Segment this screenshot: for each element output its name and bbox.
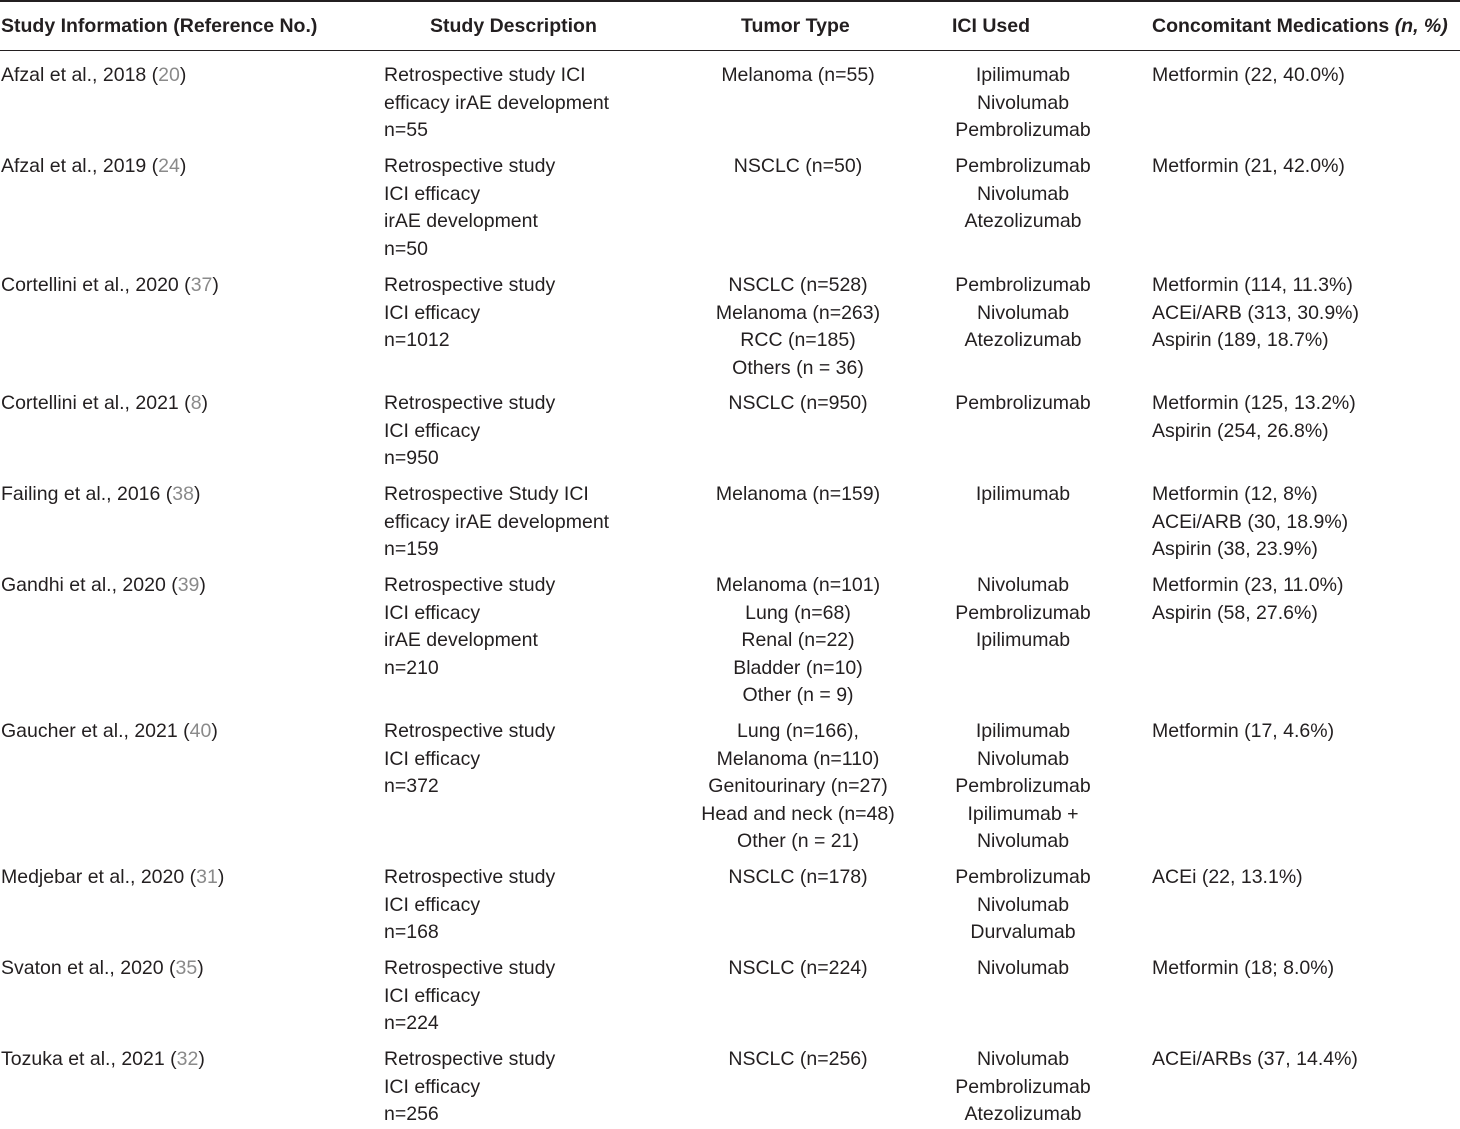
description-cell-line: Retrospective Study ICI <box>384 483 589 505</box>
tumor-type-cell <box>668 864 928 892</box>
tumor-type-cell-line: Bladder (n=10) <box>733 656 863 679</box>
description-cell <box>384 153 555 263</box>
tumor-type-cell-line: NSCLC (n=528) <box>728 274 868 296</box>
tumor-type-cell-line: NSCLC (n=224) <box>728 957 868 979</box>
header-tumor: Tumor Type <box>741 15 850 37</box>
ici-used-cell <box>900 272 1146 355</box>
description-cell <box>384 718 555 801</box>
tumor-type-cell <box>668 481 928 509</box>
ici-used-cell <box>900 153 1146 236</box>
ici-used-cell-line: Durvalumab <box>970 921 1076 943</box>
tumor-type-cell-line: Melanoma (n=101) <box>715 574 881 596</box>
medications-cell-line: Aspirin (189, 18.7%) <box>1152 329 1329 351</box>
ici-used-cell-line: Pembrolizumab <box>955 601 1091 624</box>
description-cell-line: ICI efficacy <box>384 601 481 624</box>
description-cell-line: n=1012 <box>384 329 450 351</box>
ici-used-cell-line: Atezolizumab <box>964 329 1082 351</box>
study-name: Failing et al., 2016 ( <box>1 483 173 505</box>
study-name: Afzal et al., 2018 ( <box>1 64 159 86</box>
medications-cell <box>1152 62 1345 90</box>
medications-cell-line: Metformin (22, 40.0%) <box>1152 64 1345 86</box>
tumor-type-cell <box>668 572 928 710</box>
description-cell-line: ICI efficacy <box>384 1075 481 1098</box>
medications-cell <box>1152 481 1348 564</box>
medications-cell-line: Metformin (12, 8%) <box>1152 483 1318 505</box>
study-name: Cortellini et al., 2021 ( <box>1 392 191 414</box>
reference-link[interactable]: 32 <box>176 1048 199 1070</box>
tumor-type-cell-line: Genitourinary (n=27) <box>708 775 888 797</box>
table-top-rule <box>0 0 1460 2</box>
tumor-type-cell <box>668 62 928 90</box>
medications-cell <box>1152 718 1334 746</box>
ici-used-cell-line: Nivolumab <box>976 182 1070 205</box>
description-cell <box>384 572 555 682</box>
description-cell-line: n=950 <box>384 447 439 469</box>
reference-link[interactable]: 24 <box>158 155 180 177</box>
medications-cell <box>1152 272 1359 355</box>
description-cell-line: efficacy irAE development <box>384 510 610 533</box>
description-cell-line: Retrospective study <box>384 274 556 296</box>
ici-used-cell-line: Nivolumab <box>976 830 1070 852</box>
study-cell: Gandhi et al., 2020 (39) <box>1 574 206 596</box>
header-study: Study Information (Reference No.) <box>1 15 318 37</box>
medications-cell-line: Metformin (21, 42.0%) <box>1152 155 1345 177</box>
study-cell: Failing et al., 2016 (38) <box>1 483 201 505</box>
study-cell: Tozuka et al., 2021 (32) <box>1 1048 205 1070</box>
ici-used-cell <box>900 572 1146 655</box>
description-cell-line: n=55 <box>384 119 428 141</box>
tumor-type-cell-line: NSCLC (n=178) <box>728 866 868 888</box>
ici-used-cell <box>900 1046 1146 1129</box>
ici-used-cell-line: Pembrolizumab <box>955 392 1091 414</box>
tumor-type-cell-line: Melanoma (n=263) <box>715 301 881 324</box>
description-cell <box>384 62 609 145</box>
description-cell-line: n=168 <box>384 921 439 943</box>
medications-cell <box>1152 153 1345 181</box>
study-cell: Medjebar et al., 2020 (31) <box>1 866 225 888</box>
medications-cell-line: ACEi/ARB (313, 30.9%) <box>1152 301 1360 324</box>
tumor-type-cell-line: Other (n = 21) <box>737 830 859 852</box>
ici-used-cell-line: Pembrolizumab <box>955 866 1091 888</box>
ici-used-cell-line: Nivolumab <box>976 574 1070 596</box>
medications-cell-line: Aspirin (254, 26.8%) <box>1152 419 1329 442</box>
reference-link[interactable]: 35 <box>175 957 198 979</box>
description-cell-line: Retrospective study <box>384 1048 556 1070</box>
description-cell <box>384 272 555 355</box>
description-cell-line: n=224 <box>384 1012 439 1034</box>
tumor-type-cell-line: Renal (n=22) <box>741 629 855 651</box>
study-cell: Gaucher et al., 2021 (40) <box>1 720 218 742</box>
description-cell <box>384 955 555 1038</box>
reference-link[interactable]: 20 <box>158 64 180 86</box>
medications-cell-line: Metformin (23, 11.0%) <box>1152 574 1344 596</box>
ici-used-cell-line: Pembrolizumab <box>955 1075 1091 1098</box>
tumor-type-cell-line: NSCLC (n=50) <box>733 155 863 177</box>
medications-cell-line: Metformin (18; 8.0%) <box>1152 957 1335 979</box>
ici-used-cell <box>900 390 1146 418</box>
ici-used-cell <box>900 864 1146 947</box>
study-name: Svaton et al., 2020 ( <box>1 957 176 979</box>
tumor-type-cell-line: Lung (n=68) <box>745 601 851 624</box>
tumor-type-cell-line: Lung (n=166), <box>737 720 859 742</box>
study-name: Gaucher et al., 2021 ( <box>1 720 190 742</box>
reference-link[interactable]: 31 <box>196 866 218 888</box>
study-cell: Cortellini et al., 2020 (37) <box>1 274 219 296</box>
ici-used-cell-line: Atezolizumab <box>964 1103 1082 1125</box>
ici-used-cell-line: Pembrolizumab <box>955 775 1091 797</box>
medications-cell-line: ACEi/ARB (30, 18.9%) <box>1152 510 1349 533</box>
ici-used-cell-line: Nivolumab <box>976 1048 1070 1070</box>
description-cell-line: Retrospective study <box>384 574 556 596</box>
ici-used-cell-line: Pembrolizumab <box>955 119 1091 141</box>
medications-cell-line: ACEi/ARBs (37, 14.4%) <box>1152 1048 1358 1070</box>
medications-cell-line: Metformin (17, 4.6%) <box>1152 720 1335 742</box>
medications-cell-line: Aspirin (38, 23.9%) <box>1152 538 1318 560</box>
ici-used-cell-line: Nivolumab <box>976 957 1070 979</box>
tumor-type-cell-line: Head and neck (n=48) <box>701 802 895 825</box>
description-cell-line: Retrospective study ICI <box>384 64 586 86</box>
description-cell-line: Retrospective study <box>384 392 556 414</box>
medications-cell-line: ACEi (22, 13.1%) <box>1152 866 1303 888</box>
description-cell-line: Retrospective study <box>384 957 556 979</box>
header-ici: ICI Used <box>952 15 1031 37</box>
study-name: Medjebar et al., 2020 ( <box>1 866 197 888</box>
tumor-type-cell <box>668 718 928 856</box>
description-cell <box>384 864 555 947</box>
medications-cell <box>1152 1046 1358 1074</box>
description-cell-line: n=372 <box>384 775 439 797</box>
study-cell: Afzal et al., 2018 (20) <box>1 64 187 86</box>
header-medications-label: Concomitant Medications <box>1152 15 1395 37</box>
description-cell-line: ICI efficacy <box>384 182 481 205</box>
ici-used-cell-line: Pembrolizumab <box>955 274 1091 296</box>
ici-used-cell-line: Nivolumab <box>976 747 1070 770</box>
tumor-type-cell-line: Other (n = 9) <box>742 684 854 706</box>
medications-cell-line: Metformin (114, 11.3%) <box>1152 274 1353 296</box>
description-cell-line: ICI efficacy <box>384 893 481 916</box>
header-description: Study Description <box>430 15 597 37</box>
study-name: Cortellini et al., 2020 ( <box>1 274 191 296</box>
study-name: Gandhi et al., 2020 ( <box>1 574 178 596</box>
ici-used-cell-line: Ipilimumab <box>975 483 1071 505</box>
study-cell: Cortellini et al., 2021 (8) <box>1 392 209 414</box>
tumor-type-cell-line: Melanoma (n=55) <box>721 64 875 86</box>
header-medications-units: (n, %) <box>1394 15 1448 37</box>
description-cell-line: ICI efficacy <box>384 419 481 442</box>
header-rule <box>0 50 1460 51</box>
description-cell-line: ICI efficacy <box>384 747 481 770</box>
description-cell-line: n=256 <box>384 1103 439 1125</box>
description-cell-line: n=50 <box>384 237 428 260</box>
tumor-type-cell-line: Melanoma (n=110) <box>716 747 880 770</box>
reference-link[interactable]: 38 <box>172 483 194 505</box>
ici-used-cell-line: Pembrolizumab <box>955 155 1091 177</box>
ici-used-cell-line: Ipilimumab <box>975 64 1071 86</box>
reference-link[interactable]: 37 <box>190 274 213 296</box>
tumor-type-cell <box>668 1046 928 1074</box>
ici-used-cell-line: Nivolumab <box>976 301 1070 324</box>
ici-used-cell-line: Ipilimumab <box>975 720 1071 742</box>
study-name: Afzal et al., 2019 ( <box>1 155 159 177</box>
medications-cell <box>1152 572 1343 627</box>
study-cell: Svaton et al., 2020 (35) <box>1 957 204 979</box>
medications-cell <box>1152 390 1356 445</box>
ici-used-cell <box>900 481 1146 509</box>
ici-used-cell-line: Ipilimumab + <box>967 802 1079 825</box>
study-name: Tozuka et al., 2021 ( <box>1 1048 177 1070</box>
tumor-type-cell <box>668 272 928 382</box>
description-cell <box>384 390 555 473</box>
medications-cell <box>1152 864 1303 892</box>
ici-used-cell <box>900 62 1146 145</box>
ici-used-cell-line: Nivolumab <box>976 893 1070 916</box>
reference-link[interactable]: 39 <box>177 574 200 596</box>
medications-cell <box>1152 955 1334 983</box>
tumor-type-cell <box>668 390 928 418</box>
description-cell-line: irAE development <box>384 210 538 232</box>
reference-link[interactable]: 40 <box>189 720 212 742</box>
description-cell <box>384 1046 555 1129</box>
description-cell-line: efficacy irAE development <box>384 91 610 114</box>
tumor-type-cell-line: Melanoma (n=159) <box>715 483 881 505</box>
ici-used-cell <box>900 718 1146 856</box>
ici-used-cell <box>900 955 1146 983</box>
description-cell <box>384 481 609 564</box>
tumor-type-cell-line: NSCLC (n=256) <box>728 1048 868 1070</box>
description-cell-line: n=210 <box>384 656 439 679</box>
description-cell-line: Retrospective study <box>384 155 556 177</box>
ici-used-cell-line: Ipilimumab <box>975 629 1071 651</box>
tumor-type-cell-line: Others (n = 36) <box>732 356 864 379</box>
study-cell: Afzal et al., 2019 (24) <box>1 155 187 177</box>
reference-link[interactable]: 8 <box>190 392 202 414</box>
medications-cell-line: Metformin (125, 13.2%) <box>1152 392 1356 414</box>
tumor-type-cell-line: RCC (n=185) <box>740 329 856 351</box>
description-cell-line: irAE development <box>384 629 538 651</box>
ici-used-cell-line: Atezolizumab <box>964 210 1082 232</box>
description-cell-line: Retrospective study <box>384 720 556 742</box>
tumor-type-cell <box>668 153 928 181</box>
tumor-type-cell <box>668 955 928 983</box>
header-medications <box>1152 13 1448 39</box>
tumor-type-cell-line: NSCLC (n=950) <box>728 392 868 414</box>
medications-cell-line: Aspirin (58, 27.6%) <box>1152 601 1318 624</box>
description-cell-line: Retrospective study <box>384 866 556 888</box>
description-cell-line: ICI efficacy <box>384 301 481 324</box>
description-cell-line: ICI efficacy <box>384 984 481 1007</box>
ici-used-cell-line: Nivolumab <box>976 91 1070 114</box>
description-cell-line: n=159 <box>384 538 439 560</box>
